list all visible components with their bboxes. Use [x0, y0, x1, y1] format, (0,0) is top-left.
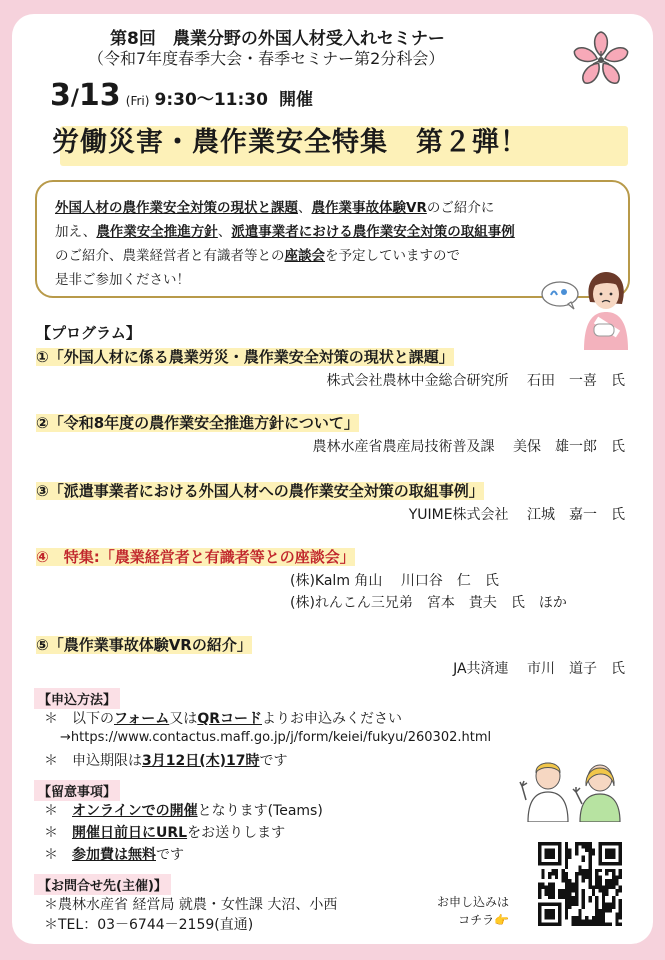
apply-deadline: ＊ 申込期限は3月12日(木)17時です: [44, 753, 288, 769]
note-3: ＊ 参加費は無料です: [44, 847, 184, 863]
worry-bubble-icon: [540, 280, 580, 310]
contact-line-1: ＊農林水産省 経営局 就農・女性課 大沼、小西: [44, 897, 338, 913]
seminar-subtitle: （令和7年度春季大会・春季セミナー第2分科会）: [88, 49, 445, 68]
program-item-4-speaker-1: (株)Kalm 角山 川口谷 仁 氏: [290, 573, 499, 589]
qr-code-image[interactable]: [538, 842, 622, 926]
headline: 労働災害・農作業安全特集 第２弾！: [52, 127, 528, 158]
apply-heading: 【申込方法】: [34, 688, 120, 709]
greeting-people-illustration: [518, 756, 630, 822]
program-item-2-title: ②「令和8年度の農作業安全推進方針について」: [36, 414, 359, 432]
note-1: ＊ オンラインでの開催となります(Teams): [44, 803, 323, 819]
program-item-1-title: ①「外国人材に係る農業労災・農作業安全対策の現状と課題」: [36, 348, 454, 366]
qr-code-link[interactable]: QRコード: [197, 711, 262, 727]
form-link[interactable]: フォーム: [114, 711, 170, 727]
program-item-4-speaker-2: (株)れんこん三兄弟 宮本 貴夫 氏 ほか: [290, 595, 567, 611]
contact-heading: 【お問合せ先(主催)】: [34, 874, 171, 895]
contact-line-2: ＊TEL：03－6744－2159(直通): [44, 917, 254, 933]
intro-text: 外国人材の農作業安全対策の現状と課題、農作業事故体験VRのご紹介に 加え、農作業安全推進方針、派遣事業者における農作業安全対策の取組事例 のご紹介、農業経営者と有識者等との座談会を予定していますので 是非ご参加ください！: [55, 200, 515, 288]
program-item-5-speaker: JA共済連 市川 道子 氏: [453, 661, 625, 677]
seminar-title: 第8回 農業分野の外国人材受入れセミナー: [110, 29, 445, 49]
program-item-1-speaker: 株式会社農林中金総合研究所 石田 一喜 氏: [326, 373, 625, 389]
program-heading: 【プログラム】: [36, 324, 141, 342]
program-item-3-speaker: YUIME株式会社 江城 嘉一 氏: [408, 507, 625, 523]
program-item-3-title: ③「派遣事業者における外国人材への農作業安全対策の取組事例」: [36, 482, 484, 500]
note-2: ＊ 開催日前日にURLをお送りします: [44, 825, 286, 841]
notes-heading: 【留意事項】: [34, 780, 120, 801]
program-item-2-speaker: 農林水産省農産局技術普及課 美保 雄一郎 氏: [312, 439, 625, 455]
program-item-5-title: ⑤「農作業事故体験VRの紹介」: [36, 636, 252, 654]
event-date: 3/13 (Fri) 9:30～11:30 開催: [50, 78, 314, 113]
apply-url[interactable]: →https://www.contactus.maff.go.jp/j/form/keiei/fukyu/260302.html: [60, 730, 492, 745]
injured-worker-illustration: [578, 268, 633, 350]
cherry-blossom-icon: [568, 26, 634, 92]
program-item-4-title: ④ 特集:「農業経営者と有識者等との座談会」: [36, 548, 355, 566]
apply-line-1: ＊ 以下のフォーム又はQRコードよりお申込みください: [44, 711, 402, 727]
qr-caption: お申し込みは コチラ👉: [437, 895, 510, 927]
